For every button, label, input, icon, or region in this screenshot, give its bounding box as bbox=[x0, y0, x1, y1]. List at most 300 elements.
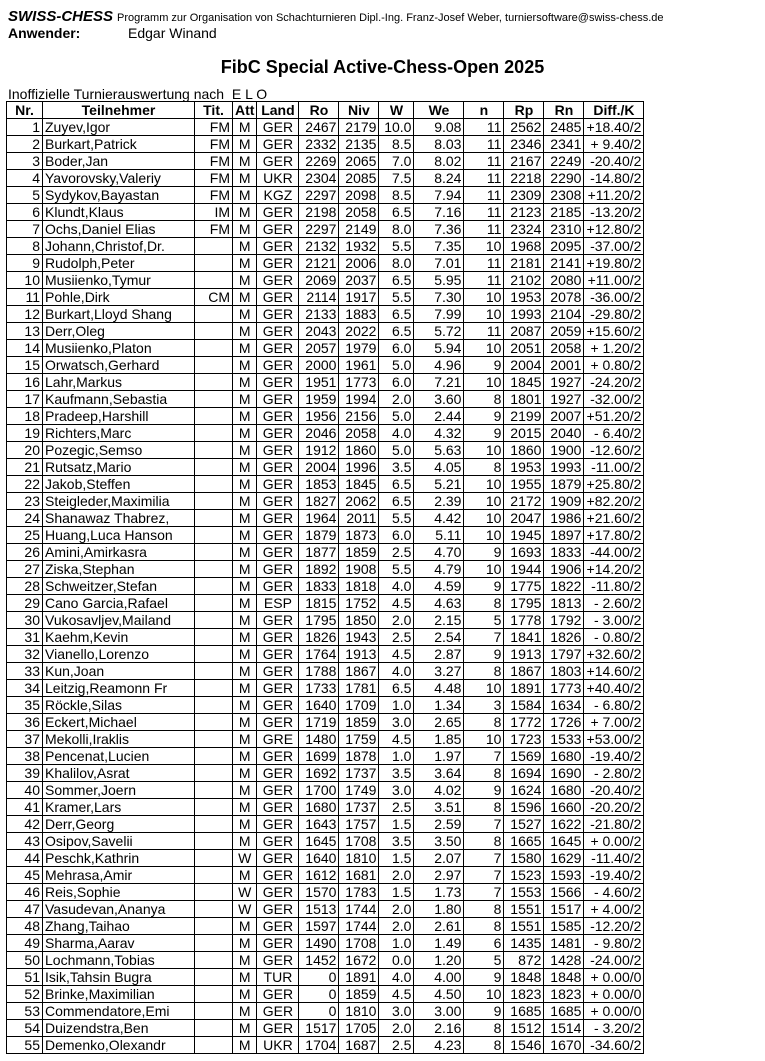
cell-rp: 2102 bbox=[504, 272, 544, 289]
cell-we: 4.05 bbox=[414, 459, 464, 476]
cell-n: 11 bbox=[464, 153, 504, 170]
cell-ro: 1700 bbox=[299, 782, 339, 799]
cell-ro: 1956 bbox=[299, 408, 339, 425]
cell-w: 3.0 bbox=[379, 1003, 414, 1020]
standings-table bbox=[6, 101, 644, 1054]
cell-n: 10 bbox=[464, 527, 504, 544]
table-row bbox=[7, 238, 644, 255]
cell-teilnehmer: Mehrasa,Amir bbox=[43, 867, 195, 884]
cell-ro: 1704 bbox=[299, 1037, 339, 1054]
cell-ro: 1719 bbox=[299, 714, 339, 731]
cell-att: W bbox=[233, 901, 257, 918]
table-row bbox=[7, 578, 644, 595]
cell-we: 4.59 bbox=[414, 578, 464, 595]
table-row bbox=[7, 272, 644, 289]
cell-w: 1.0 bbox=[379, 697, 414, 714]
cell-rn: 1566 bbox=[544, 884, 584, 901]
cell-land: GER bbox=[257, 544, 299, 561]
table-row bbox=[7, 170, 644, 187]
cell-n: 9 bbox=[464, 782, 504, 799]
cell-att: M bbox=[233, 986, 257, 1003]
cell-rn: 1848 bbox=[544, 969, 584, 986]
cell-ro: 1513 bbox=[299, 901, 339, 918]
cell-rp: 1512 bbox=[504, 1020, 544, 1037]
cell-teilnehmer: Isik,Tahsin Bugra bbox=[43, 969, 195, 986]
cell-nr: 8 bbox=[7, 238, 43, 255]
cell-diff: +82.20/2 bbox=[584, 493, 644, 510]
cell-we: 2.97 bbox=[414, 867, 464, 884]
cell-rp: 1693 bbox=[504, 544, 544, 561]
cell-teilnehmer: Röckle,Silas bbox=[43, 697, 195, 714]
cell-ro: 1570 bbox=[299, 884, 339, 901]
cell-land: UKR bbox=[257, 170, 299, 187]
cell-diff: -11.00/2 bbox=[584, 459, 644, 476]
cell-w: 6.5 bbox=[379, 476, 414, 493]
cell-land: GER bbox=[257, 680, 299, 697]
cell-w: 6.5 bbox=[379, 204, 414, 221]
cell-w: 2.0 bbox=[379, 391, 414, 408]
table-row bbox=[7, 153, 644, 170]
cell-rn: 1986 bbox=[544, 510, 584, 527]
cell-n: 6 bbox=[464, 935, 504, 952]
cell-land: GER bbox=[257, 1003, 299, 1020]
table-row bbox=[7, 799, 644, 816]
cell-niv: 2065 bbox=[339, 153, 379, 170]
cell-niv: 1883 bbox=[339, 306, 379, 323]
cell-land: GER bbox=[257, 935, 299, 952]
cell-teilnehmer: Lahr,Markus bbox=[43, 374, 195, 391]
cell-n: 11 bbox=[464, 187, 504, 204]
cell-land: GER bbox=[257, 782, 299, 799]
cell-rn: 1629 bbox=[544, 850, 584, 867]
cell-att: M bbox=[233, 1003, 257, 1020]
cell-nr: 41 bbox=[7, 799, 43, 816]
cell-diff: -19.40/2 bbox=[584, 748, 644, 765]
cell-we: 5.21 bbox=[414, 476, 464, 493]
cell-ro: 2304 bbox=[299, 170, 339, 187]
cell-att: M bbox=[233, 136, 257, 153]
cell-we: 1.20 bbox=[414, 952, 464, 969]
cell-ro: 2069 bbox=[299, 272, 339, 289]
cell-n: 9 bbox=[464, 646, 504, 663]
cell-rn: 1517 bbox=[544, 901, 584, 918]
cell-land: GER bbox=[257, 323, 299, 340]
cell-diff: + 7.00/2 bbox=[584, 714, 644, 731]
cell-teilnehmer: Jakob,Steffen bbox=[43, 476, 195, 493]
cell-rn: 1622 bbox=[544, 816, 584, 833]
cell-nr: 29 bbox=[7, 595, 43, 612]
cell-nr: 17 bbox=[7, 391, 43, 408]
table-row bbox=[7, 782, 644, 799]
cell-rp: 2015 bbox=[504, 425, 544, 442]
cell-teilnehmer: Klundt,Klaus bbox=[43, 204, 195, 221]
cell-titel bbox=[195, 799, 233, 816]
cell-diff: -34.60/2 bbox=[584, 1037, 644, 1054]
cell-diff: + 4.00/2 bbox=[584, 901, 644, 918]
cell-rp: 1778 bbox=[504, 612, 544, 629]
cell-teilnehmer: Schweitzer,Stefan bbox=[43, 578, 195, 595]
cell-diff: - 4.60/2 bbox=[584, 884, 644, 901]
cell-we: 2.39 bbox=[414, 493, 464, 510]
cell-w: 7.5 bbox=[379, 170, 414, 187]
cell-n: 8 bbox=[464, 799, 504, 816]
cell-att: M bbox=[233, 340, 257, 357]
cell-we: 8.03 bbox=[414, 136, 464, 153]
cell-n: 8 bbox=[464, 1037, 504, 1054]
cell-nr: 52 bbox=[7, 986, 43, 1003]
cell-ro: 2198 bbox=[299, 204, 339, 221]
cell-titel bbox=[195, 442, 233, 459]
cell-titel bbox=[195, 748, 233, 765]
cell-att: M bbox=[233, 918, 257, 935]
cell-teilnehmer: Mekolli,Iraklis bbox=[43, 731, 195, 748]
cell-rn: 2080 bbox=[544, 272, 584, 289]
cell-teilnehmer: Kun,Joan bbox=[43, 663, 195, 680]
cell-nr: 54 bbox=[7, 1020, 43, 1037]
cell-rn: 1428 bbox=[544, 952, 584, 969]
app-header bbox=[8, 8, 664, 26]
cell-we: 4.02 bbox=[414, 782, 464, 799]
cell-n: 10 bbox=[464, 374, 504, 391]
cell-n: 7 bbox=[464, 629, 504, 646]
cell-nr: 16 bbox=[7, 374, 43, 391]
cell-teilnehmer: Vianello,Lorenzo bbox=[43, 646, 195, 663]
cell-ro: 2043 bbox=[299, 323, 339, 340]
cell-teilnehmer: Kaufmann,Sebastia bbox=[43, 391, 195, 408]
table-row bbox=[7, 969, 644, 986]
cell-diff: -20.40/2 bbox=[584, 782, 644, 799]
cell-n: 11 bbox=[464, 323, 504, 340]
cell-nr: 10 bbox=[7, 272, 43, 289]
cell-teilnehmer: Yavorovsky,Valeriy bbox=[43, 170, 195, 187]
cell-diff: + 0.00/0 bbox=[584, 986, 644, 1003]
cell-teilnehmer: Kramer,Lars bbox=[43, 799, 195, 816]
cell-ro: 0 bbox=[299, 1003, 339, 1020]
cell-niv: 1913 bbox=[339, 646, 379, 663]
cell-nr: 43 bbox=[7, 833, 43, 850]
table-row bbox=[7, 867, 644, 884]
cell-rp: 1867 bbox=[504, 663, 544, 680]
cell-att: M bbox=[233, 765, 257, 782]
table-row bbox=[7, 289, 644, 306]
cell-att: M bbox=[233, 952, 257, 969]
cell-niv: 1932 bbox=[339, 238, 379, 255]
cell-land: GER bbox=[257, 476, 299, 493]
cell-ro: 1452 bbox=[299, 952, 339, 969]
cell-rn: 2104 bbox=[544, 306, 584, 323]
cell-land: GER bbox=[257, 799, 299, 816]
cell-rn: 1897 bbox=[544, 527, 584, 544]
cell-we: 2.87 bbox=[414, 646, 464, 663]
user-label: Anwender: bbox=[8, 25, 81, 41]
cell-diff: + 0.80/2 bbox=[584, 357, 644, 374]
cell-diff: +12.80/2 bbox=[584, 221, 644, 238]
table-row bbox=[7, 765, 644, 782]
cell-ro: 1490 bbox=[299, 935, 339, 952]
table-row bbox=[7, 136, 644, 153]
cell-n: 7 bbox=[464, 867, 504, 884]
cell-diff: +25.80/2 bbox=[584, 476, 644, 493]
table-row bbox=[7, 391, 644, 408]
cell-niv: 1773 bbox=[339, 374, 379, 391]
cell-n: 8 bbox=[464, 918, 504, 935]
cell-w: 2.0 bbox=[379, 867, 414, 884]
cell-w: 2.5 bbox=[379, 629, 414, 646]
cell-niv: 1781 bbox=[339, 680, 379, 697]
cell-teilnehmer: Reis,Sophie bbox=[43, 884, 195, 901]
cell-land: GER bbox=[257, 204, 299, 221]
cell-rp: 2218 bbox=[504, 170, 544, 187]
cell-n: 5 bbox=[464, 612, 504, 629]
cell-rp: 1551 bbox=[504, 918, 544, 935]
cell-we: 8.24 bbox=[414, 170, 464, 187]
cell-niv: 1979 bbox=[339, 340, 379, 357]
cell-titel bbox=[195, 731, 233, 748]
col-header-diff: Diff./K bbox=[584, 102, 644, 119]
cell-land: KGZ bbox=[257, 187, 299, 204]
cell-rp: 1848 bbox=[504, 969, 544, 986]
cell-rn: 1993 bbox=[544, 459, 584, 476]
cell-diff: +14.60/2 bbox=[584, 663, 644, 680]
col-header-rn: Rn bbox=[544, 102, 584, 119]
cell-titel: CM bbox=[195, 289, 233, 306]
cell-w: 1.0 bbox=[379, 748, 414, 765]
cell-w: 2.0 bbox=[379, 918, 414, 935]
cell-att: M bbox=[233, 748, 257, 765]
cell-n: 10 bbox=[464, 680, 504, 697]
cell-nr: 11 bbox=[7, 289, 43, 306]
cell-att: M bbox=[233, 442, 257, 459]
cell-w: 3.0 bbox=[379, 714, 414, 731]
cell-teilnehmer: Steigleder,Maximilia bbox=[43, 493, 195, 510]
cell-nr: 40 bbox=[7, 782, 43, 799]
cell-teilnehmer: Boder,Jan bbox=[43, 153, 195, 170]
cell-w: 10.0 bbox=[379, 119, 414, 136]
cell-nr: 48 bbox=[7, 918, 43, 935]
cell-niv: 1845 bbox=[339, 476, 379, 493]
cell-teilnehmer: Cano Garcia,Rafael bbox=[43, 595, 195, 612]
table-row bbox=[7, 850, 644, 867]
cell-att: M bbox=[233, 357, 257, 374]
cell-att: M bbox=[233, 425, 257, 442]
cell-rp: 2051 bbox=[504, 340, 544, 357]
cell-rp: 2181 bbox=[504, 255, 544, 272]
cell-teilnehmer: Kaehm,Kevin bbox=[43, 629, 195, 646]
cell-niv: 1709 bbox=[339, 697, 379, 714]
cell-rp: 1551 bbox=[504, 901, 544, 918]
cell-w: 2.5 bbox=[379, 1037, 414, 1054]
cell-teilnehmer: Derr,Georg bbox=[43, 816, 195, 833]
cell-nr: 45 bbox=[7, 867, 43, 884]
cell-teilnehmer: Brinke,Maximilian bbox=[43, 986, 195, 1003]
cell-niv: 1917 bbox=[339, 289, 379, 306]
cell-land: ESP bbox=[257, 595, 299, 612]
cell-w: 3.0 bbox=[379, 782, 414, 799]
cell-land: GER bbox=[257, 612, 299, 629]
cell-nr: 12 bbox=[7, 306, 43, 323]
cell-diff: - 3.20/2 bbox=[584, 1020, 644, 1037]
cell-niv: 1783 bbox=[339, 884, 379, 901]
cell-rp: 1775 bbox=[504, 578, 544, 595]
cell-teilnehmer: Ziska,Stephan bbox=[43, 561, 195, 578]
cell-we: 4.96 bbox=[414, 357, 464, 374]
cell-we: 2.44 bbox=[414, 408, 464, 425]
cell-niv: 2037 bbox=[339, 272, 379, 289]
cell-n: 10 bbox=[464, 510, 504, 527]
table-row bbox=[7, 697, 644, 714]
cell-we: 3.27 bbox=[414, 663, 464, 680]
cell-teilnehmer: Burkart,Lloyd Shang bbox=[43, 306, 195, 323]
cell-titel bbox=[195, 782, 233, 799]
cell-land: GER bbox=[257, 901, 299, 918]
cell-rn: 2341 bbox=[544, 136, 584, 153]
cell-niv: 1961 bbox=[339, 357, 379, 374]
cell-niv: 1996 bbox=[339, 459, 379, 476]
cell-titel bbox=[195, 595, 233, 612]
cell-land: GER bbox=[257, 374, 299, 391]
cell-teilnehmer: Lochmann,Tobias bbox=[43, 952, 195, 969]
cell-we: 4.00 bbox=[414, 969, 464, 986]
table-row bbox=[7, 833, 644, 850]
cell-we: 5.94 bbox=[414, 340, 464, 357]
cell-att: M bbox=[233, 170, 257, 187]
cell-att: M bbox=[233, 493, 257, 510]
cell-ro: 2467 bbox=[299, 119, 339, 136]
cell-we: 4.70 bbox=[414, 544, 464, 561]
cell-n: 10 bbox=[464, 476, 504, 493]
cell-ro: 1892 bbox=[299, 561, 339, 578]
cell-niv: 1860 bbox=[339, 442, 379, 459]
cell-n: 11 bbox=[464, 221, 504, 238]
cell-nr: 9 bbox=[7, 255, 43, 272]
page-subtitle: Inoffizielle Turnierauswertung nach E L O bbox=[8, 86, 268, 102]
table-row bbox=[7, 476, 644, 493]
cell-n: 10 bbox=[464, 340, 504, 357]
cell-teilnehmer: Rutsatz,Mario bbox=[43, 459, 195, 476]
table-row bbox=[7, 748, 644, 765]
cell-w: 5.5 bbox=[379, 561, 414, 578]
table-row bbox=[7, 510, 644, 527]
cell-we: 1.34 bbox=[414, 697, 464, 714]
cell-we: 4.63 bbox=[414, 595, 464, 612]
cell-rp: 1546 bbox=[504, 1037, 544, 1054]
cell-diff: +32.60/2 bbox=[584, 646, 644, 663]
cell-diff: -37.00/2 bbox=[584, 238, 644, 255]
cell-niv: 1810 bbox=[339, 1003, 379, 1020]
cell-titel bbox=[195, 765, 233, 782]
cell-rp: 1523 bbox=[504, 867, 544, 884]
user-line bbox=[8, 25, 217, 41]
cell-nr: 15 bbox=[7, 357, 43, 374]
cell-nr: 7 bbox=[7, 221, 43, 238]
cell-we: 3.50 bbox=[414, 833, 464, 850]
cell-niv: 1878 bbox=[339, 748, 379, 765]
cell-land: GER bbox=[257, 272, 299, 289]
cell-we: 5.63 bbox=[414, 442, 464, 459]
cell-rn: 1593 bbox=[544, 867, 584, 884]
table-header-row bbox=[7, 102, 644, 119]
cell-att: M bbox=[233, 561, 257, 578]
cell-we: 3.00 bbox=[414, 1003, 464, 1020]
cell-diff: +14.20/2 bbox=[584, 561, 644, 578]
cell-teilnehmer: Derr,Oleg bbox=[43, 323, 195, 340]
cell-nr: 6 bbox=[7, 204, 43, 221]
cell-att: M bbox=[233, 799, 257, 816]
cell-titel bbox=[195, 357, 233, 374]
cell-we: 1.80 bbox=[414, 901, 464, 918]
cell-rp: 2167 bbox=[504, 153, 544, 170]
cell-rn: 1670 bbox=[544, 1037, 584, 1054]
cell-rp: 2087 bbox=[504, 323, 544, 340]
cell-diff: -32.00/2 bbox=[584, 391, 644, 408]
cell-titel bbox=[195, 850, 233, 867]
cell-diff: + 0.00/0 bbox=[584, 969, 644, 986]
cell-diff: +53.00/2 bbox=[584, 731, 644, 748]
cell-ro: 2133 bbox=[299, 306, 339, 323]
cell-w: 8.0 bbox=[379, 221, 414, 238]
cell-rn: 1514 bbox=[544, 1020, 584, 1037]
cell-ro: 1597 bbox=[299, 918, 339, 935]
table-row bbox=[7, 646, 644, 663]
cell-rn: 2001 bbox=[544, 357, 584, 374]
cell-rn: 2185 bbox=[544, 204, 584, 221]
cell-att: M bbox=[233, 714, 257, 731]
table-row bbox=[7, 323, 644, 340]
cell-niv: 1749 bbox=[339, 782, 379, 799]
cell-rp: 1841 bbox=[504, 629, 544, 646]
cell-rp: 1801 bbox=[504, 391, 544, 408]
cell-titel bbox=[195, 969, 233, 986]
cell-rn: 2141 bbox=[544, 255, 584, 272]
cell-we: 7.21 bbox=[414, 374, 464, 391]
cell-titel bbox=[195, 476, 233, 493]
cell-rp: 1596 bbox=[504, 799, 544, 816]
cell-rn: 1823 bbox=[544, 986, 584, 1003]
cell-niv: 2058 bbox=[339, 425, 379, 442]
cell-att: M bbox=[233, 969, 257, 986]
cell-nr: 22 bbox=[7, 476, 43, 493]
cell-titel bbox=[195, 646, 233, 663]
cell-land: GER bbox=[257, 119, 299, 136]
cell-n: 8 bbox=[464, 595, 504, 612]
cell-titel bbox=[195, 459, 233, 476]
cell-land: TUR bbox=[257, 969, 299, 986]
cell-att: M bbox=[233, 391, 257, 408]
cell-n: 7 bbox=[464, 884, 504, 901]
cell-rp: 1665 bbox=[504, 833, 544, 850]
cell-w: 0.0 bbox=[379, 952, 414, 969]
cell-rp: 1860 bbox=[504, 442, 544, 459]
cell-ro: 2132 bbox=[299, 238, 339, 255]
cell-diff: - 6.40/2 bbox=[584, 425, 644, 442]
cell-nr: 49 bbox=[7, 935, 43, 952]
cell-ro: 1699 bbox=[299, 748, 339, 765]
cell-titel bbox=[195, 306, 233, 323]
cell-rp: 1945 bbox=[504, 527, 544, 544]
cell-n: 11 bbox=[464, 204, 504, 221]
cell-w: 7.0 bbox=[379, 153, 414, 170]
cell-rp: 1772 bbox=[504, 714, 544, 731]
cell-n: 11 bbox=[464, 272, 504, 289]
cell-land: GER bbox=[257, 1020, 299, 1037]
cell-w: 6.0 bbox=[379, 340, 414, 357]
cell-rn: 1833 bbox=[544, 544, 584, 561]
cell-land: GER bbox=[257, 289, 299, 306]
cell-land: GER bbox=[257, 867, 299, 884]
table-row bbox=[7, 595, 644, 612]
cell-att: M bbox=[233, 867, 257, 884]
cell-att: M bbox=[233, 459, 257, 476]
